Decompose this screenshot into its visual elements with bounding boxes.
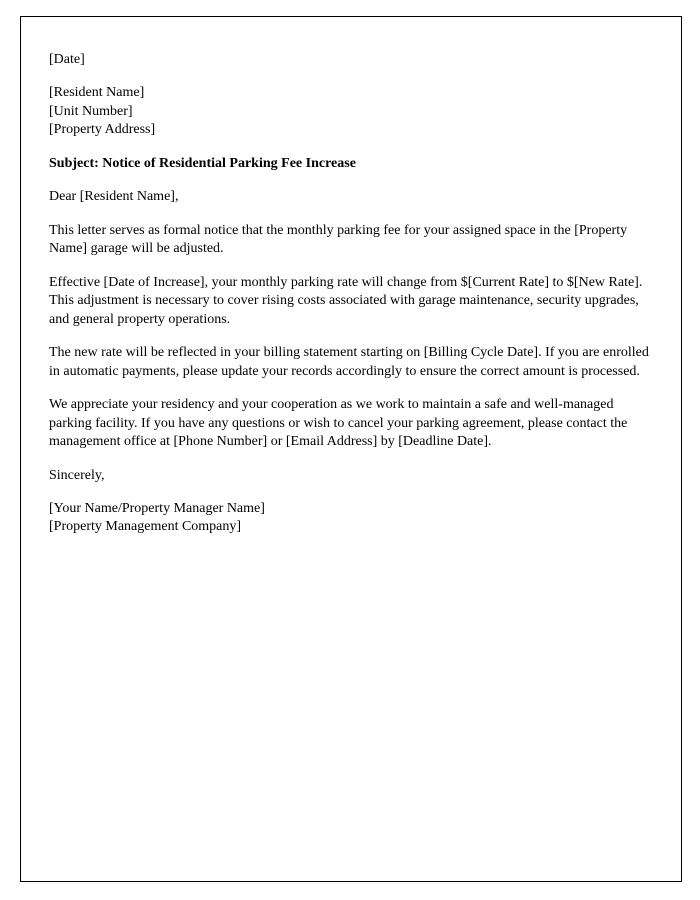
paragraph-1: This letter serves as formal notice that the monthly parking fee for your assigned space in the [Property Name] garage will be adjusted. [49, 222, 628, 257]
paragraph-4: We appreciate your residency and your cooperation as we work to maintain a safe and well-managed parking facility. If you have any questions or wish to cancel your parking agreement, please contact the management office at [Phone Number] or [Email Address] by [Deadline Date]. [49, 397, 628, 450]
date-line: [Date] [49, 52, 85, 67]
paragraph-2: Effective [Date of Increase], your monthly parking rate will change from $[Current Rate] to $[New Rate]. This adjustment is necessary to cover rising costs associated with garage maintenance, security upgrades, and general property operations. [49, 274, 643, 327]
signature-name: [Your Name/Property Manager Name] [49, 500, 265, 516]
letter-date [49, 51, 653, 69]
recipient-unit: [Unit Number] [49, 103, 133, 119]
recipient-block [49, 84, 653, 139]
letter-body [49, 51, 653, 537]
salutation: Dear [Resident Name], [49, 189, 179, 205]
paragraph-3: The new rate will be reflected in your billing statement starting on [Billing Cycle Date]. If you are enrolled in automatic payments, please update your records accordingly to ensure the correct amount is processed. [49, 345, 649, 379]
subject-line: Subject: Notice of Residential Parking Fee Increase [49, 155, 356, 171]
signature-block [49, 500, 653, 537]
signature-company: [Property Management Company] [49, 519, 242, 535]
recipient-address: [Property Address] [49, 122, 156, 138]
letter-page [20, 16, 682, 882]
closing: Sincerely, [49, 467, 105, 483]
recipient-name: [Resident Name] [49, 85, 145, 101]
